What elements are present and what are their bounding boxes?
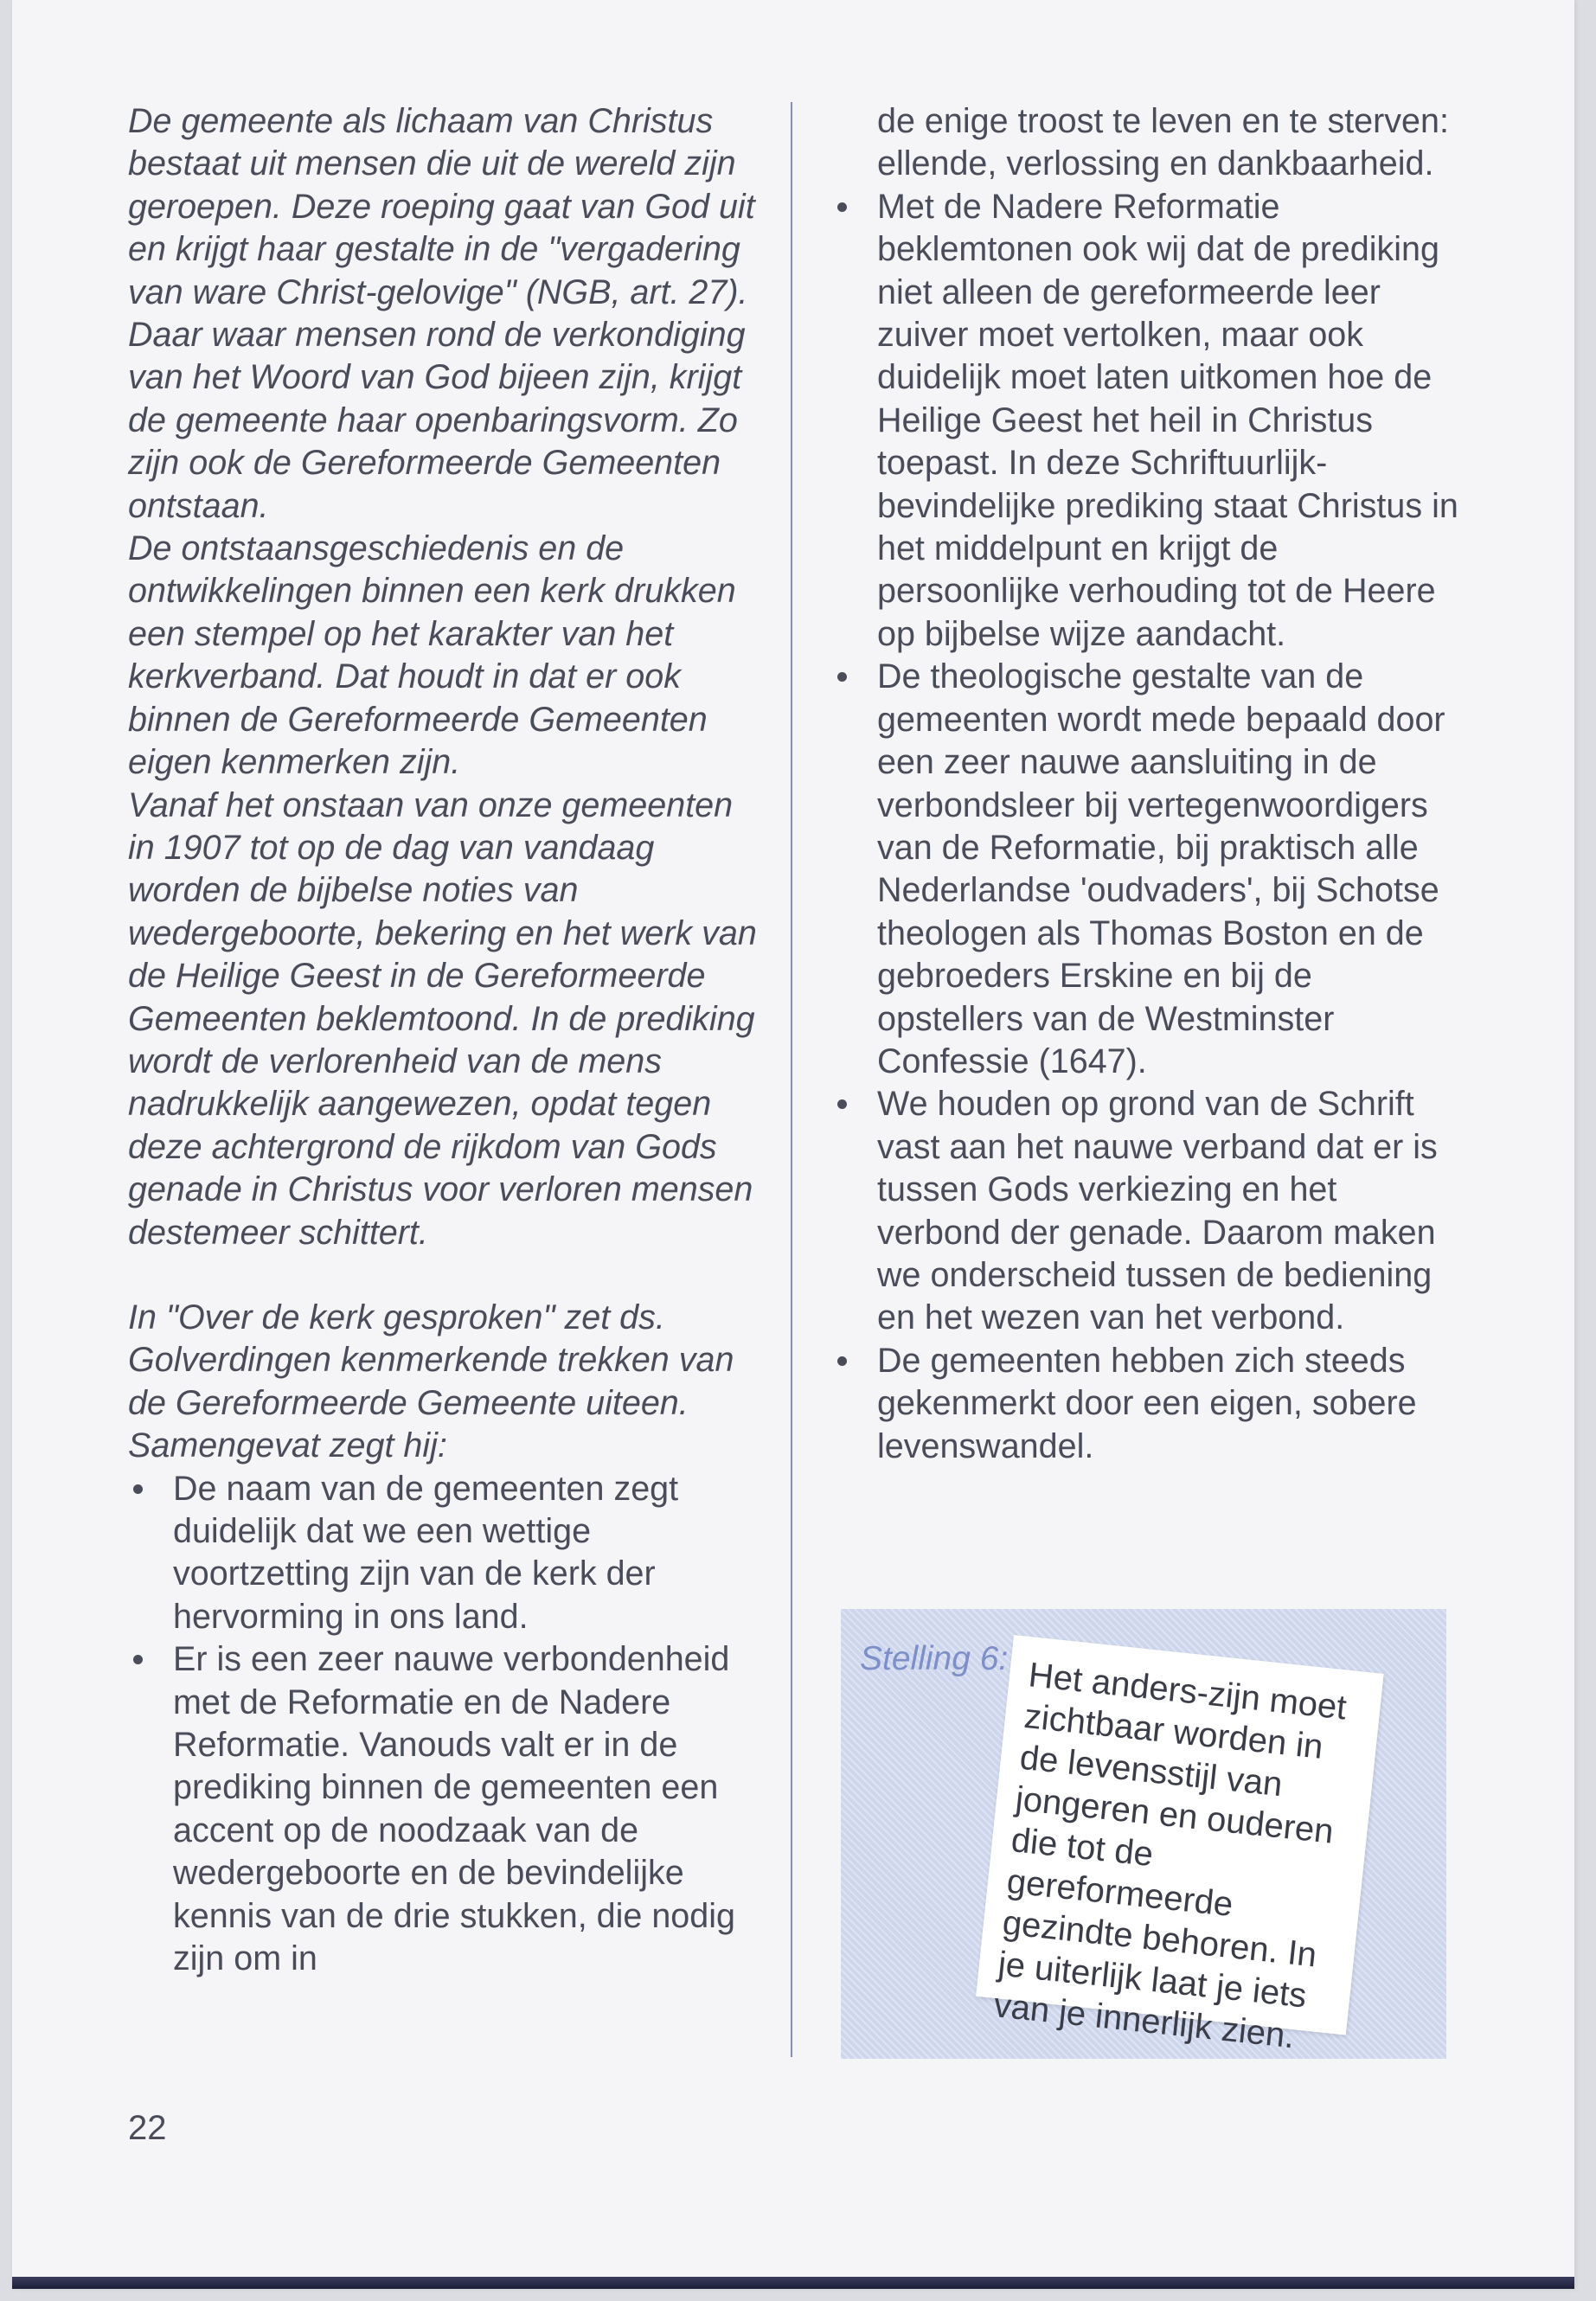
list-item: We houden op grond van de Schrift vast aan het nauwe verband dat er is tussen Gods verkiezing en het verbond der genade. Daarom maken we onderscheid tussen de bediening en het wezen van het verbond.: [832, 1083, 1465, 1339]
paragraph-emphasis: Vanaf het onstaan van onze gemeenten in 1907 tot op de dag van vandaag worden de bijbelse noties van wedergeboorte, bekering en het werk van de Heilige Geest in de Gereformeerde Gemeenten beklemtoond. In de prediking wordt de verlorenheid van de mens nadrukkelijk aangewezen, opdat tegen deze achtergrond de rijkdom van Gods genade in Christus voor verloren mensen destemeer schittert.: [128, 785, 757, 1252]
right-column: [877, 100, 1465, 1468]
list-item: Er is een zeer nauwe verbondenheid met de Reformatie en de Nadere Reformatie. Vanouds valt er in de prediking binnen de gemeenten een accent op de noodzaak van de wedergeboorte en de bevindelijke kennis van de drie stukken, die nodig zijn om in: [128, 1638, 760, 1980]
thesis-label: Stelling 6:: [860, 1640, 1009, 1677]
thesis-text: Het anders-zijn moet zichtbaar worden in de levensstijl van jongeren en ouderen die tot de gereformeerde gezindte behoren. In je uiterlijk laat je iets van je innerlijk zien.: [991, 1656, 1349, 2056]
list-item: De gemeenten hebben zich steeds gekenmerkt door een eigen, sobere levenswandel.: [832, 1340, 1465, 1468]
paragraph-golverdingen: In "Over de kerk gesproken" zet ds. Golverdingen kenmerkende trekken van de Gereformeerde Gemeente uiteen. Samengevat zegt hij:: [128, 1298, 734, 1465]
list-item: De naam van de gemeenten zegt duidelijk dat we een wettige voortzetting zijn van de kerk der hervorming in ons land.: [128, 1468, 760, 1639]
paragraph-continuation: de enige troost te leven en te sterven: ellende, verlossing en dankbaarheid.: [877, 102, 1449, 183]
left-bullet-list: [128, 1468, 760, 1981]
page-number: 22: [128, 2109, 167, 2147]
paragraph-intro: De gemeente als lichaam van Christus bestaat uit mensen die uit de wereld zijn geroepen. Deze roeping gaat van God uit en krijgt haar gestalte in de "vergadering van ware Christ-gelovige" (NGB, art. 27). Daar waar mensen rond de verkondiging van het Woord van God bijeen zijn, krijgt de gemeente haar openbaringsvorm. Zo zijn ook de Gereformeerde Gemeenten ontstaan.: [128, 102, 755, 525]
paragraph-history: De ontstaansgeschiedenis en de ontwikkelingen binnen een kerk drukken een stempel op het karakter van het kerkverband. Dat houdt in dat er ook binnen de Gereformeerde Gemeenten eigen kenmerken zijn.: [128, 529, 736, 782]
list-item: De theologische gestalte van de gemeenten wordt mede bepaald door een zeer nauwe aansluiting in de verbondsleer bij vertegenwoordigers van de Reformatie, bij praktisch alle Nederlandse 'oudvaders', bij Schotse theologen als Thomas Boston en de gebroeders Erskine en bij de opstellers van de Westminster Confessie (1647).: [832, 656, 1465, 1083]
right-bullet-list: [877, 186, 1465, 1468]
thesis-box: [841, 1609, 1446, 2059]
thesis-card: [976, 1635, 1384, 2056]
binding-edge: [12, 2277, 1574, 2289]
list-item: Met de Nadere Reformatie beklemtonen ook wij dat de prediking niet alleen de gereformeerde leer zuiver moet vertolken, maar ook duidelijk moet laten uitkomen hoe de Heilige Geest het heil in Christus toepast. In deze Schriftuurlijk-bevindelijke prediking staat Christus in het middelpunt en krijgt de persoonlijke verhouding tot de Heere op bijbelse wijze aandacht.: [832, 186, 1465, 656]
document-page: [12, 0, 1574, 2289]
left-column: [128, 100, 760, 1980]
column-divider: [791, 102, 792, 2057]
